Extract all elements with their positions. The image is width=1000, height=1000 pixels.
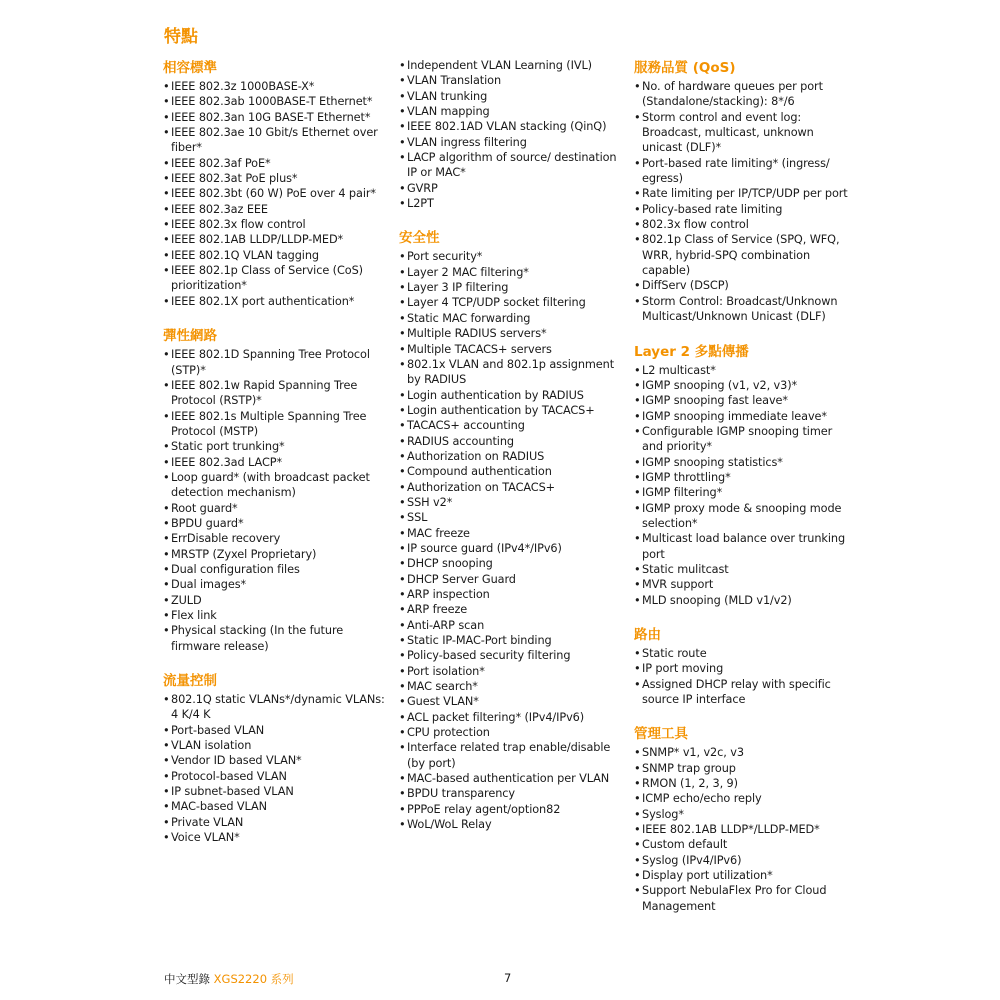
feature-item: • Loop guard* (with broadcast packet detection mechanism)	[163, 470, 385, 501]
feature-list	[634, 646, 854, 707]
feature-item: • Syslog*	[634, 807, 854, 822]
feature-item: • IEEE 802.1AD VLAN stacking (QinQ)	[399, 119, 625, 134]
feature-item: • Custom default	[634, 837, 854, 852]
feature-item: • IEEE 802.1AB LLDP*/LLDP-MED*	[634, 822, 854, 837]
feature-item: • Multiple TACACS+ servers	[399, 342, 625, 357]
feature-list	[634, 79, 854, 325]
feature-item: • ACL packet filtering* (IPv4/IPv6)	[399, 710, 625, 725]
feature-item: • Private VLAN	[163, 815, 385, 830]
feature-list	[634, 363, 854, 609]
feature-item: • No. of hardware queues per port (Standalone/stacking): 8*/6	[634, 79, 854, 110]
feature-item: • Layer 3 IP filtering	[399, 280, 625, 295]
feature-item: • Root guard*	[163, 501, 385, 516]
section-heading: Layer 2 多點傳播	[634, 343, 749, 360]
feature-item: • Port-based VLAN	[163, 723, 385, 738]
feature-item: • IEEE 802.3bt (60 W) PoE over 4 pair*	[163, 186, 385, 201]
feature-list	[163, 79, 385, 309]
feature-item: • IEEE 802.3az EEE	[163, 202, 385, 217]
column-2	[399, 58, 625, 851]
feature-item: • IP subnet-based VLAN	[163, 784, 385, 799]
feature-item: • IEEE 802.1Q VLAN tagging	[163, 248, 385, 263]
feature-item: • Policy-based rate limiting	[634, 202, 854, 217]
feature-item: • ICMP echo/echo reply	[634, 791, 854, 806]
feature-item: • SNMP trap group	[634, 761, 854, 776]
feature-item: • IEEE 802.3z 1000BASE-X*	[163, 79, 385, 94]
feature-item: • DHCP Server Guard	[399, 572, 625, 587]
feature-section	[634, 343, 854, 609]
feature-section	[399, 58, 625, 211]
feature-item: • VLAN ingress filtering	[399, 135, 625, 150]
section-heading: 流量控制	[163, 673, 217, 690]
feature-item: • 802.1x VLAN and 802.1p assignment by RADIUS	[399, 357, 625, 388]
feature-item: • IGMP proxy mode & snooping mode selection*	[634, 501, 854, 532]
section-heading: 管理工具	[634, 726, 688, 743]
feature-item: • Multiple RADIUS servers*	[399, 326, 625, 341]
feature-item: • IEEE 802.1s Multiple Spanning Tree Protocol (MSTP)	[163, 409, 385, 440]
feature-item: • ARP freeze	[399, 602, 625, 617]
feature-item: • IGMP snooping immediate leave*	[634, 409, 854, 424]
feature-item: • IEEE 802.1p Class of Service (CoS) prioritization*	[163, 263, 385, 294]
feature-item: • Anti-ARP scan	[399, 618, 625, 633]
feature-item: • Port security*	[399, 249, 625, 264]
feature-item: • ZULD	[163, 593, 385, 608]
feature-item: • IEEE 802.3ad LACP*	[163, 455, 385, 470]
feature-item: • IEEE 802.1AB LLDP/LLDP-MED*	[163, 232, 385, 247]
feature-item: • Flex link	[163, 608, 385, 623]
feature-item: • VLAN isolation	[163, 738, 385, 753]
feature-item: • Syslog (IPv4/IPv6)	[634, 853, 854, 868]
feature-item: • IGMP filtering*	[634, 485, 854, 500]
footer-model: XGS2220 系列	[213, 972, 294, 986]
feature-list	[399, 58, 625, 211]
feature-item: • CPU protection	[399, 725, 625, 740]
feature-item: • RADIUS accounting	[399, 434, 625, 449]
feature-item: • Configurable IGMP snooping timer and priority*	[634, 424, 854, 455]
feature-item: • Vendor ID based VLAN*	[163, 753, 385, 768]
feature-item: • PPPoE relay agent/option82	[399, 802, 625, 817]
feature-item: • GVRP	[399, 181, 625, 196]
feature-item: • IGMP throttling*	[634, 470, 854, 485]
feature-item: • IEEE 802.3an 10G BASE-T Ethernet*	[163, 110, 385, 125]
feature-item: • IGMP snooping (v1, v2, v3)*	[634, 378, 854, 393]
feature-item: • Voice VLAN*	[163, 830, 385, 845]
feature-section	[399, 229, 625, 832]
section-heading: 服務品質 (QoS)	[634, 60, 736, 76]
footer-catalog-label	[164, 971, 294, 987]
feature-item: • IEEE 802.1X port authentication*	[163, 294, 385, 309]
feature-item: • Dual images*	[163, 577, 385, 592]
feature-section	[163, 672, 385, 845]
feature-item: • MLD snooping (MLD v1/v2)	[634, 593, 854, 608]
feature-list	[634, 745, 854, 914]
feature-item: • MRSTP (Zyxel Proprietary)	[163, 547, 385, 562]
feature-item: • Static port trunking*	[163, 439, 385, 454]
feature-item: • IP source guard (IPv4*/IPv6)	[399, 541, 625, 556]
feature-item: • Independent VLAN Learning (IVL)	[399, 58, 625, 73]
feature-section	[634, 725, 854, 914]
feature-list	[163, 692, 385, 845]
feature-item: • Storm control and event log: Broadcast, multicast, unknown unicast (DLF)*	[634, 110, 854, 156]
feature-item: • L2 multicast*	[634, 363, 854, 378]
feature-item: • IGMP snooping fast leave*	[634, 393, 854, 408]
feature-item: • LACP algorithm of source/ destination IP or MAC*	[399, 150, 625, 181]
feature-item: • Display port utilization*	[634, 868, 854, 883]
feature-item: • Layer 2 MAC filtering*	[399, 265, 625, 280]
feature-item: • IEEE 802.1w Rapid Spanning Tree Protocol (RSTP)*	[163, 378, 385, 409]
feature-item: • Policy-based security filtering	[399, 648, 625, 663]
feature-item: • VLAN mapping	[399, 104, 625, 119]
feature-item: • Port isolation*	[399, 664, 625, 679]
feature-item: • SSH v2*	[399, 495, 625, 510]
feature-item: • 802.1p Class of Service (SPQ, WFQ, WRR, hybrid-SPQ combination capable)	[634, 232, 854, 278]
feature-item: • 802.1Q static VLANs*/dynamic VLANs: 4 K/4 K	[163, 692, 385, 723]
section-heading: 彈性網路	[163, 328, 217, 345]
feature-item: • IP port moving	[634, 661, 854, 676]
feature-item: • DiffServ (DSCP)	[634, 278, 854, 293]
feature-item: • Static MAC forwarding	[399, 311, 625, 326]
page-title: 特點	[164, 27, 198, 47]
feature-item: • ErrDisable recovery	[163, 531, 385, 546]
feature-item: • Layer 4 TCP/UDP socket filtering	[399, 295, 625, 310]
section-heading: 相容標準	[163, 60, 217, 76]
feature-item: • Compound authentication	[399, 464, 625, 479]
feature-item: • Port-based rate limiting* (ingress/ egress)	[634, 156, 854, 187]
feature-item: • Support NebulaFlex Pro for Cloud Management	[634, 883, 854, 914]
feature-list	[399, 249, 625, 832]
feature-item: • SNMP* v1, v2c, v3	[634, 745, 854, 760]
feature-item: • Dual configuration files	[163, 562, 385, 577]
feature-item: • DHCP snooping	[399, 556, 625, 571]
feature-item: • Login authentication by TACACS+	[399, 403, 625, 418]
feature-list	[163, 347, 385, 654]
feature-item: • VLAN trunking	[399, 89, 625, 104]
column-3	[634, 58, 854, 932]
feature-item: • Authorization on TACACS+	[399, 480, 625, 495]
page-number: 7	[504, 971, 512, 985]
feature-item: • IGMP snooping statistics*	[634, 455, 854, 470]
feature-item: • MAC search*	[399, 679, 625, 694]
feature-item: • Storm Control: Broadcast/Unknown Multicast/Unknown Unicast (DLF)	[634, 294, 854, 325]
feature-item: • Protocol-based VLAN	[163, 769, 385, 784]
feature-item: • Assigned DHCP relay with specific source IP interface	[634, 677, 854, 708]
feature-item: • Interface related trap enable/disable (by port)	[399, 740, 625, 771]
feature-section	[163, 59, 385, 309]
feature-item: • 802.3x flow control	[634, 217, 854, 232]
section-heading: 安全性	[399, 230, 440, 247]
feature-item: • Rate limiting per IP/TCP/UDP per port	[634, 186, 854, 201]
feature-item: • Static mulitcast	[634, 562, 854, 577]
feature-item: • TACACS+ accounting	[399, 418, 625, 433]
column-1	[163, 58, 385, 863]
feature-item: • BPDU guard*	[163, 516, 385, 531]
feature-item: • RMON (1, 2, 3, 9)	[634, 776, 854, 791]
feature-item: • IEEE 802.3ab 1000BASE-T Ethernet*	[163, 94, 385, 109]
feature-item: • VLAN Translation	[399, 73, 625, 88]
feature-item: • IEEE 802.3x flow control	[163, 217, 385, 232]
feature-item: • BPDU transparency	[399, 786, 625, 801]
feature-item: • Static route	[634, 646, 854, 661]
feature-item: • Static IP-MAC-Port binding	[399, 633, 625, 648]
feature-item: • ARP inspection	[399, 587, 625, 602]
feature-section	[163, 327, 385, 654]
feature-item: • IEEE 802.3ae 10 Gbit/s Ethernet over fiber*	[163, 125, 385, 156]
feature-item: • L2PT	[399, 196, 625, 211]
section-heading: 路由	[634, 627, 661, 643]
feature-item: • Guest VLAN*	[399, 694, 625, 709]
feature-item: • WoL/WoL Relay	[399, 817, 625, 832]
feature-item: • MVR support	[634, 577, 854, 592]
feature-item: • Physical stacking (In the future firmware release)	[163, 623, 385, 654]
feature-item: • Authorization on RADIUS	[399, 449, 625, 464]
footer-doc-label: 中文型錄	[164, 972, 210, 986]
feature-item: • Login authentication by RADIUS	[399, 388, 625, 403]
feature-item: • IEEE 802.1D Spanning Tree Protocol (STP)*	[163, 347, 385, 378]
feature-item: • IEEE 802.3af PoE*	[163, 156, 385, 171]
feature-item: • SSL	[399, 510, 625, 525]
feature-item: • Multicast load balance over trunking port	[634, 531, 854, 562]
feature-item: • IEEE 802.3at PoE plus*	[163, 171, 385, 186]
feature-item: • MAC freeze	[399, 526, 625, 541]
feature-section	[634, 626, 854, 707]
feature-section	[634, 59, 854, 325]
feature-item: • MAC-based VLAN	[163, 799, 385, 814]
feature-item: • MAC-based authentication per VLAN	[399, 771, 625, 786]
